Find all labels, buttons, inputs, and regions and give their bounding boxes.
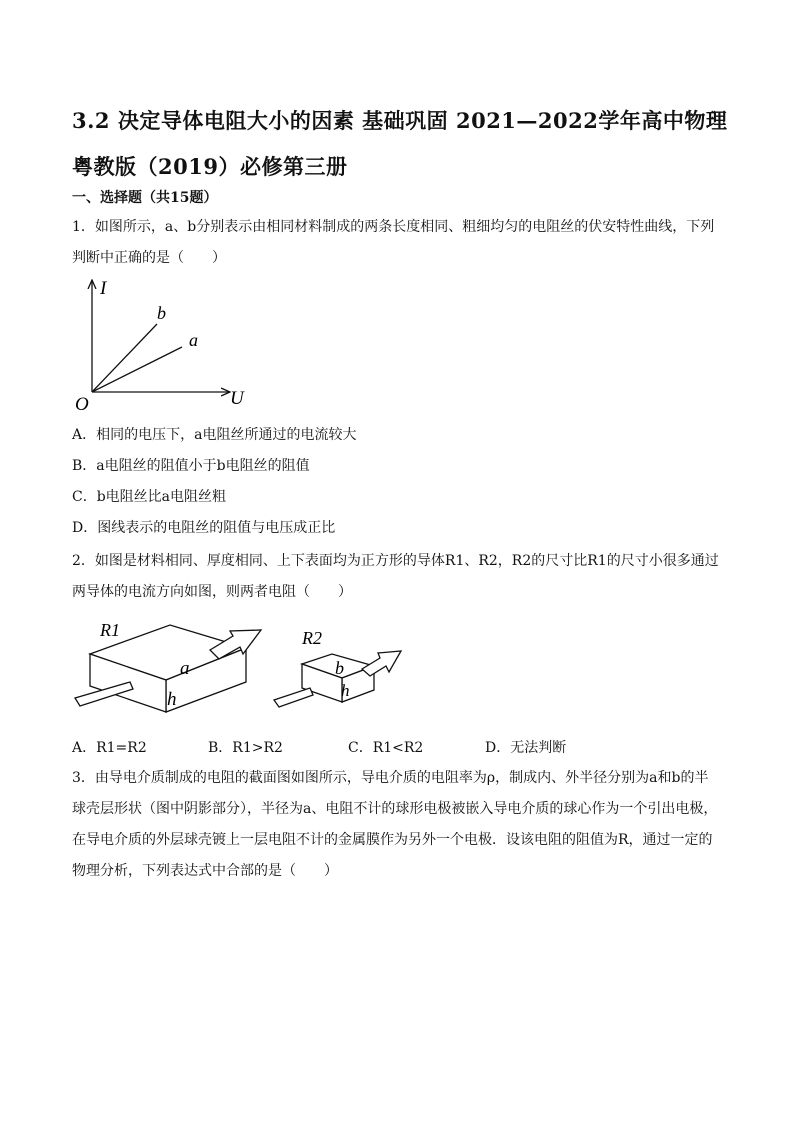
question-2-options bbox=[72, 737, 722, 757]
question-1-option-d: D．图线表示的电阻丝的阻值与电压成正比 bbox=[72, 520, 336, 536]
question-1-option-c: C．b电阻丝比a电阻丝粗 bbox=[72, 489, 227, 505]
r2-current-arrow-out bbox=[362, 651, 401, 676]
r2-side-b-label: b bbox=[335, 658, 344, 678]
r2-label: R2 bbox=[302, 628, 322, 648]
document-title: 3.2 决定导体电阻大小的因素 基础巩固 2021—2022学年高中物理粤教版（2019）必修第三册 bbox=[72, 108, 728, 179]
question-2-option-c: C．R1<R2 bbox=[348, 740, 424, 756]
line-b-label: b bbox=[157, 303, 166, 323]
line-a bbox=[92, 347, 182, 392]
question-2-text: 2．如图是材料相同、厚度相同、上下表面均为正方形的导体R1、R2，R2的尺寸比R1的尺寸小很多通过两导体的电流方向如图，则两者电阻（ ） bbox=[72, 553, 719, 600]
question-2-figure bbox=[70, 612, 420, 720]
line-a-label: a bbox=[189, 330, 198, 350]
question-2-option-b: B．R1>R2 bbox=[208, 740, 283, 756]
axis-label-u: U bbox=[230, 388, 244, 409]
axis-label-i: I bbox=[100, 278, 107, 299]
r2-current-arrow-in bbox=[274, 688, 313, 707]
r1-height-h-label: h bbox=[167, 689, 177, 710]
r1-label: R1 bbox=[100, 620, 120, 640]
question-1-option-b: B．a电阻丝的阻值小于b电阻丝的阻值 bbox=[72, 458, 310, 474]
question-1-text: 1．如图所示，a、b分别表示由相同材料制成的两条长度相同、粗细均匀的电阻丝的伏安特性曲线，下列判断中正确的是（ ） bbox=[72, 219, 715, 266]
question-1-figure bbox=[70, 276, 260, 416]
section-heading: 一、选择题（共15题） bbox=[72, 190, 218, 206]
r2-height-h-label: h bbox=[341, 681, 350, 700]
question-1-option-a: A．相同的电压下，a电阻丝所通过的电流较大 bbox=[72, 427, 357, 443]
question-2-option-a: A．R1=R2 bbox=[72, 740, 147, 756]
question-3-text: 3．由导电介质制成的电阻的截面图如图所示，导电介质的电阻率为ρ，制成内、外半径分别为a和b的半球壳层形状（图中阴影部分），半径为a、电阻不计的球形电极被嵌入导电介质的球心作为一个引出电极，在导电介质的外层球壳镀上一层电阻不计的金属膜作为另外一个电极．设该电阻的阻值为R，通过一定的物理分析，下列表达式中合部的是（ ） bbox=[72, 770, 718, 879]
r1-side-a-label: a bbox=[180, 658, 190, 679]
question-2-option-d: D．无法判断 bbox=[485, 740, 567, 756]
line-b bbox=[92, 324, 157, 392]
origin-label: O bbox=[75, 394, 89, 415]
